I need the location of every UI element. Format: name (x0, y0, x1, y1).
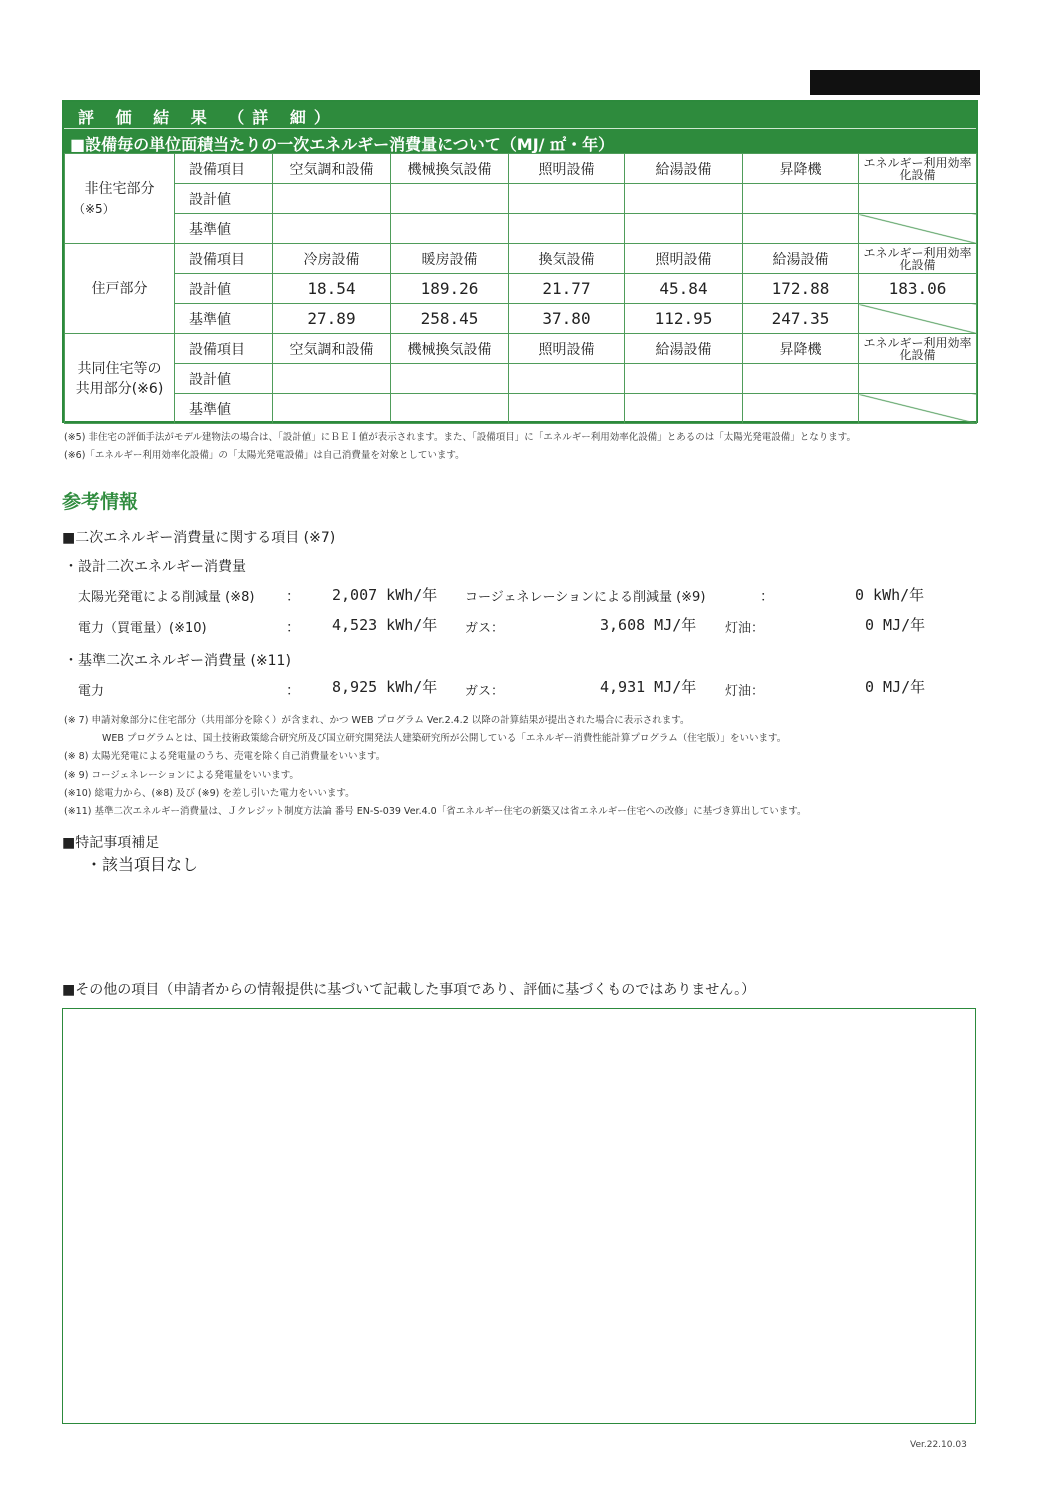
row-label: 設計値 (175, 184, 273, 214)
group-label: 非住宅部分 （※5） (65, 154, 175, 244)
solar-label: 太陽光発電による削減量 (※8) (78, 590, 255, 605)
table-cell: エネルギー利用効率化設備 (859, 244, 977, 274)
reference-footnote: (※ 9) コージェネレーションによる発電量をいいます。 (64, 770, 299, 781)
table-row (65, 184, 977, 214)
table-cell (859, 214, 977, 244)
table-row (65, 394, 977, 424)
power-purchase-value: 4,523 kWh/年 (332, 616, 438, 634)
table-row (65, 154, 977, 184)
table-row (65, 304, 977, 334)
table-cell: 37.80 (509, 304, 625, 334)
table-footnote: (※6)「エネルギー利用効率化設備」の「太陽光発電設備」は自己消費量を対象としています。 (64, 450, 465, 461)
gas-label: ガス： (465, 621, 505, 636)
table-cell (273, 184, 391, 214)
table-cell: 172.88 (743, 274, 859, 304)
design-heading: ・設計二次エネルギー消費量 (64, 559, 246, 575)
kerosene-label: 灯油： (725, 684, 765, 699)
table-cell (743, 184, 859, 214)
row-label: 基準値 (175, 394, 273, 424)
table-cell: 給湯設備 (743, 244, 859, 274)
row-label: 設備項目 (175, 334, 273, 364)
colon: ： (286, 589, 300, 605)
table-cell: 空気調和設備 (273, 154, 391, 184)
table-cell (391, 214, 509, 244)
table-cell: 247.35 (743, 304, 859, 334)
reference-footnote: (※11) 基準二次エネルギー消費量は、Ｊクレジット制度方法論 番号 EN-S-039 Ver.4.0「省エネルギー住宅の新築又は省エネルギー住宅への改修」に基づき算出しています。 (64, 806, 807, 817)
table-row (65, 244, 977, 274)
gas-label: ガス： (465, 684, 505, 699)
table-cell (859, 364, 977, 394)
table-cell (273, 394, 391, 424)
table-cell: 112.95 (625, 304, 743, 334)
table-cell (625, 184, 743, 214)
kerosene-standard-value: 0 MJ/年 (865, 678, 926, 696)
table-cell (625, 214, 743, 244)
table-cell: 換気設備 (509, 244, 625, 274)
table-cell: 冷房設備 (273, 244, 391, 274)
table-cell (743, 394, 859, 424)
table-cell: エネルギー利用効率化設備 (859, 334, 977, 364)
table-cell: 21.77 (509, 274, 625, 304)
table-cell: 27.89 (273, 304, 391, 334)
special-notes-content: ・該当項目なし (86, 855, 199, 874)
table-cell: 機械換気設備 (391, 154, 509, 184)
evaluation-subheader (64, 128, 976, 154)
table-cell: 258.45 (391, 304, 509, 334)
reference-title: 参考情報 (62, 491, 139, 513)
special-notes-title: ■特記事項補足 (62, 835, 160, 851)
table-cell: 照明設備 (625, 244, 743, 274)
table-row (65, 334, 977, 364)
cogen-value: 0 kWh/年 (855, 586, 925, 604)
table-row (65, 364, 977, 394)
row-label: 基準値 (175, 214, 273, 244)
version-label: Ver.22.10.03 (910, 1440, 967, 1450)
reference-footnote: WEB プログラムとは、国土技術政策総合研究所及び国立研究開発法人建築研究所が公開している「エネルギー消費性能計算プログラム（住宅版）」をいいます。 (102, 733, 787, 744)
gas-standard-value: 4,931 MJ/年 (600, 678, 697, 696)
power-purchase-label: 電力（買電量）(※10) (78, 621, 207, 636)
standard-heading: ・基準二次エネルギー消費量 (※11) (64, 653, 291, 669)
table-cell: 昇降機 (743, 154, 859, 184)
table-cell (509, 364, 625, 394)
redaction-box (810, 70, 980, 95)
table-cell (509, 184, 625, 214)
row-label: 設計値 (175, 364, 273, 394)
table-cell (743, 214, 859, 244)
power-standard-value: 8,925 kWh/年 (332, 678, 438, 696)
table-cell (391, 394, 509, 424)
table-cell: 給湯設備 (625, 154, 743, 184)
table-cell (625, 394, 743, 424)
table-cell: 18.54 (273, 274, 391, 304)
table-cell (859, 394, 977, 424)
table-cell: エネルギー利用効率化設備 (859, 154, 977, 184)
table-cell (859, 184, 977, 214)
table-cell: 暖房設備 (391, 244, 509, 274)
evaluation-title: 評 価 結 果 （詳 細） (78, 108, 338, 127)
table-cell: 183.06 (859, 274, 977, 304)
table-row (65, 214, 977, 244)
colon: ： (286, 683, 300, 699)
table-cell: 照明設備 (509, 334, 625, 364)
table-cell: 照明設備 (509, 154, 625, 184)
table-cell: 189.26 (391, 274, 509, 304)
group-label: 共同住宅等の 共用部分(※6) (65, 334, 175, 424)
table-cell (859, 304, 977, 334)
table-cell (743, 364, 859, 394)
table-cell (509, 214, 625, 244)
other-items-title: ■その他の項目（申請者からの情報提供に基づいて記載した事項であり、評価に基づくものではありません。） (62, 982, 756, 998)
reference-footnote: (※10) 総電力から、(※8) 及び (※9) を差し引いた電力をいいます。 (64, 788, 355, 799)
table-cell (391, 364, 509, 394)
reference-footnote: (※ 8) 太陽光発電による発電量のうち、売電を除く自己消費量をいいます。 (64, 751, 386, 762)
table-cell: 昇降機 (743, 334, 859, 364)
colon: ： (760, 589, 774, 605)
cogen-label: コージェネレーションによる削減量 (※9) (465, 590, 706, 605)
table-cell (509, 394, 625, 424)
row-label: 設備項目 (175, 244, 273, 274)
row-label: 基準値 (175, 304, 273, 334)
secondary-energy-title: ■二次エネルギー消費量に関する項目 (※7) (62, 530, 336, 546)
kerosene-design-value: 0 MJ/年 (865, 616, 926, 634)
kerosene-label: 灯油： (725, 621, 765, 636)
row-label: 設計値 (175, 274, 273, 304)
colon: ： (286, 620, 300, 636)
reference-footnote: (※ 7) 申請対象部分に住宅部分（共用部分を除く）が含まれ、かつ WEB プログラム Ver.2.4.2 以降の計算結果が提出された場合に表示されます。 (64, 715, 690, 726)
table-cell (625, 364, 743, 394)
table-cell (391, 184, 509, 214)
table-cell: 給湯設備 (625, 334, 743, 364)
table-footnote: (※5) 非住宅の評価手法がモデル建物法の場合は、「設計値」にＢＥＩ値が表示されます。また、「設備項目」に「エネルギー利用効率化設備」とあるのは「太陽光発電設備」となります。 (64, 432, 856, 443)
table-cell (273, 364, 391, 394)
table-cell: 45.84 (625, 274, 743, 304)
table-row (65, 274, 977, 304)
table-cell (273, 214, 391, 244)
group-label: 住戸部分 (65, 244, 175, 334)
evaluation-header (64, 102, 976, 128)
solar-value: 2,007 kWh/年 (332, 586, 438, 604)
evaluation-subtitle: ■設備毎の単位面積当たりの一次エネルギー消費量について（MJ/ ㎡・年） (70, 135, 615, 154)
row-label: 設備項目 (175, 154, 273, 184)
gas-design-value: 3,608 MJ/年 (600, 616, 697, 634)
energy-table (64, 153, 977, 424)
table-cell: 空気調和設備 (273, 334, 391, 364)
table-cell: 機械換気設備 (391, 334, 509, 364)
power-label: 電力 (78, 684, 105, 699)
other-items-box (62, 1008, 976, 1424)
